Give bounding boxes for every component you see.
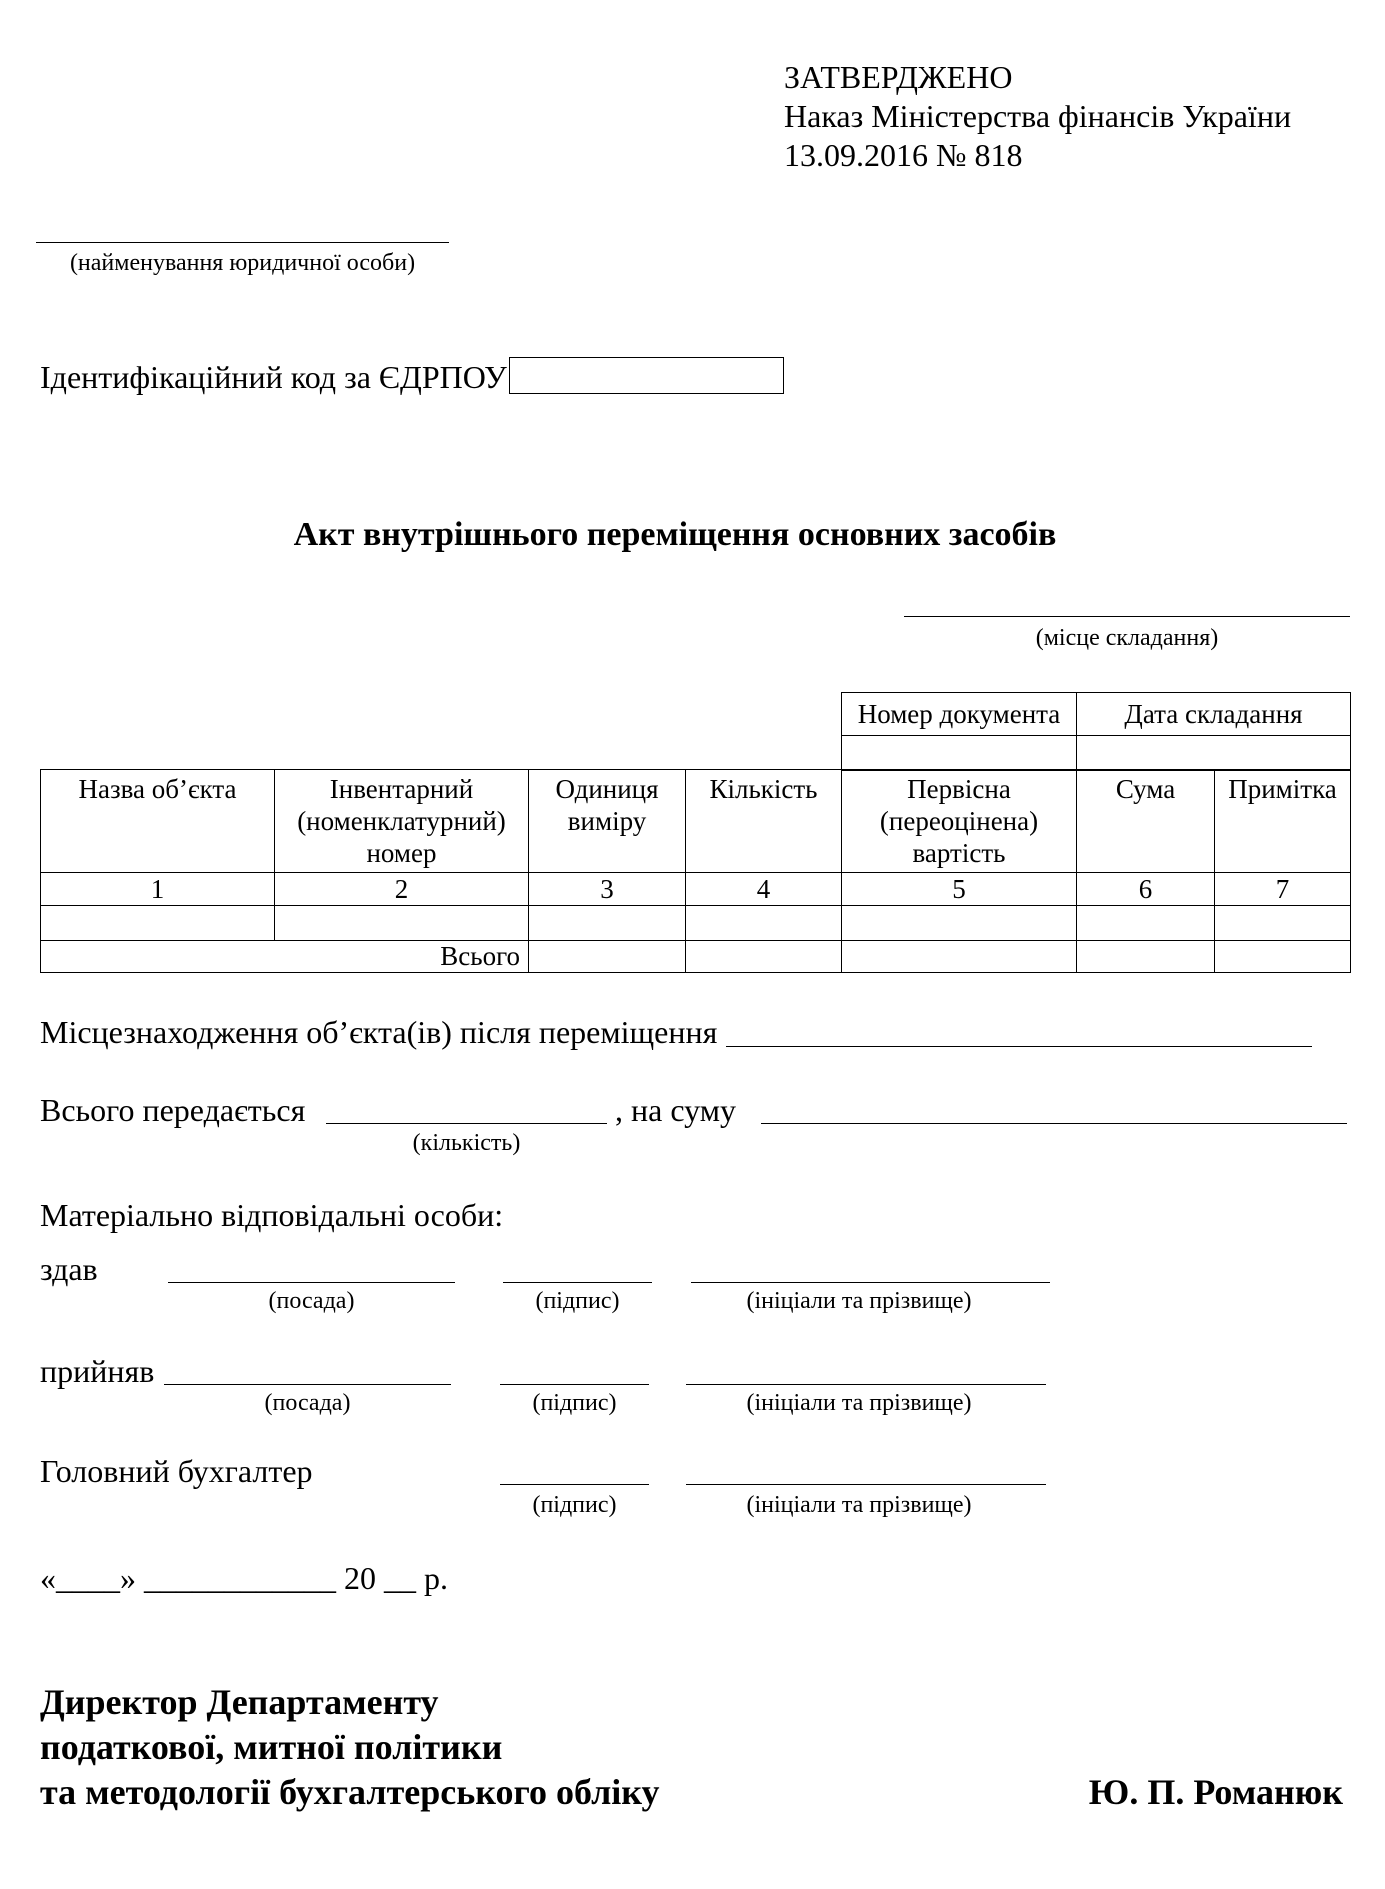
signatory-position-line: Директор Департаменту: [40, 1682, 439, 1722]
document-title: Акт внутрішнього переміщення основних засобів: [293, 516, 1057, 553]
name-caption: (ініціали та прізвище): [746, 1492, 972, 1518]
transfer-amount-line: [761, 1123, 1347, 1124]
table-cell: [275, 906, 529, 941]
total-cell: [842, 941, 1077, 973]
legal-entity-line: [36, 242, 449, 243]
table-cell: [1215, 906, 1351, 941]
total-label: Всього: [41, 941, 529, 973]
document-number-header: Номер документа: [842, 693, 1077, 736]
handed-over-signature-line: [503, 1282, 652, 1283]
location-after-move-line: [726, 1046, 1312, 1047]
table-cell: [41, 906, 275, 941]
transfer-amount-label: , на суму: [615, 1092, 736, 1128]
table-row: [41, 906, 1351, 941]
transfer-quantity-line: [326, 1123, 607, 1124]
received-label: прийняв: [40, 1353, 155, 1389]
signature-caption: (підпис): [532, 1390, 617, 1416]
column-number: 7: [1215, 873, 1351, 906]
table-cell: [1077, 906, 1215, 941]
location-after-move-row: [40, 1013, 1312, 1051]
column-header-object-name: Назва об’єкта: [41, 770, 275, 873]
column-number-row: [41, 873, 1351, 906]
column-header-unit: Одиниця виміру: [529, 770, 686, 873]
legal-entity-caption: (найменування юридичної особи): [69, 250, 416, 276]
total-row: [41, 941, 1351, 973]
document-header-table: [841, 692, 1351, 771]
column-number: 5: [842, 873, 1077, 906]
document-number-cell: [842, 736, 1077, 771]
signatory-position-line: податкової, митної політики: [40, 1727, 503, 1767]
column-header-inventory-number: Інвентарний (номенклатурний) номер: [275, 770, 529, 873]
chief-accountant-signature-line: [500, 1484, 649, 1485]
name-caption: (ініціали та прізвище): [746, 1390, 972, 1416]
location-after-move-label: Місцезнаходження об’єкта(ів) після переміщення: [40, 1014, 718, 1050]
column-header-initial-value: Первісна (переоцінена) вартість: [842, 770, 1077, 873]
column-header-amount: Сума: [1077, 770, 1215, 873]
position-caption: (посада): [264, 1390, 351, 1416]
document-date-header: Дата складання: [1077, 693, 1351, 736]
column-number: 6: [1077, 873, 1215, 906]
received-name-line: [686, 1384, 1046, 1385]
handed-over-position-line: [168, 1282, 455, 1283]
column-number: 3: [529, 873, 686, 906]
total-cell: [529, 941, 686, 973]
column-number: 2: [275, 873, 529, 906]
place-caption: (місце складання): [1035, 625, 1219, 651]
position-caption: (посада): [268, 1288, 355, 1314]
approval-date-number: 13.09.2016 № 818: [784, 137, 1023, 173]
approval-block: [784, 58, 1291, 175]
table-header-row: [41, 770, 1351, 873]
received-position-line: [164, 1384, 451, 1385]
signatory-position-line: та методології бухгалтерського обліку: [40, 1772, 660, 1812]
document-date-cell: [1077, 736, 1351, 771]
column-number: 1: [41, 873, 275, 906]
name-caption: (ініціали та прізвище): [746, 1288, 972, 1314]
received-signature-line: [500, 1384, 649, 1385]
signatory-position: [40, 1680, 660, 1815]
edrpou-label: Ідентифікаційний код за ЄДРПОУ: [40, 359, 507, 395]
signature-caption: (підпис): [532, 1492, 617, 1518]
quantity-caption: (кількість): [412, 1130, 521, 1156]
handed-over-name-line: [691, 1282, 1050, 1283]
handed-over-label: здав: [40, 1251, 98, 1287]
table-cell: [529, 906, 686, 941]
total-cell: [1215, 941, 1351, 973]
assets-table: [40, 769, 1351, 973]
table-cell: [686, 906, 842, 941]
chief-accountant-name-line: [686, 1484, 1046, 1485]
column-number: 4: [686, 873, 842, 906]
chief-accountant-label: Головний бухгалтер: [40, 1453, 313, 1489]
transfer-total-label: Всього передається: [40, 1092, 306, 1128]
document-header-value-row: [842, 736, 1351, 771]
edrpou-code-box: [509, 357, 784, 394]
signature-caption: (підпис): [535, 1288, 620, 1314]
approval-stamp: ЗАТВЕРДЖЕНО: [784, 59, 1013, 95]
total-cell: [1077, 941, 1215, 973]
total-cell: [686, 941, 842, 973]
approval-order: Наказ Міністерства фінансів України: [784, 98, 1292, 134]
document-header-label-row: [842, 693, 1351, 736]
place-line: [904, 616, 1350, 617]
table-cell: [842, 906, 1077, 941]
signatory-name: Ю. П. Романюк: [1088, 1772, 1343, 1812]
column-header-quantity: Кількість: [686, 770, 842, 873]
responsible-persons-heading: Матеріально відповідальні особи:: [40, 1197, 504, 1233]
column-header-note: Примітка: [1215, 770, 1351, 873]
date-line: «____» ____________ 20 __ р.: [40, 1560, 448, 1596]
